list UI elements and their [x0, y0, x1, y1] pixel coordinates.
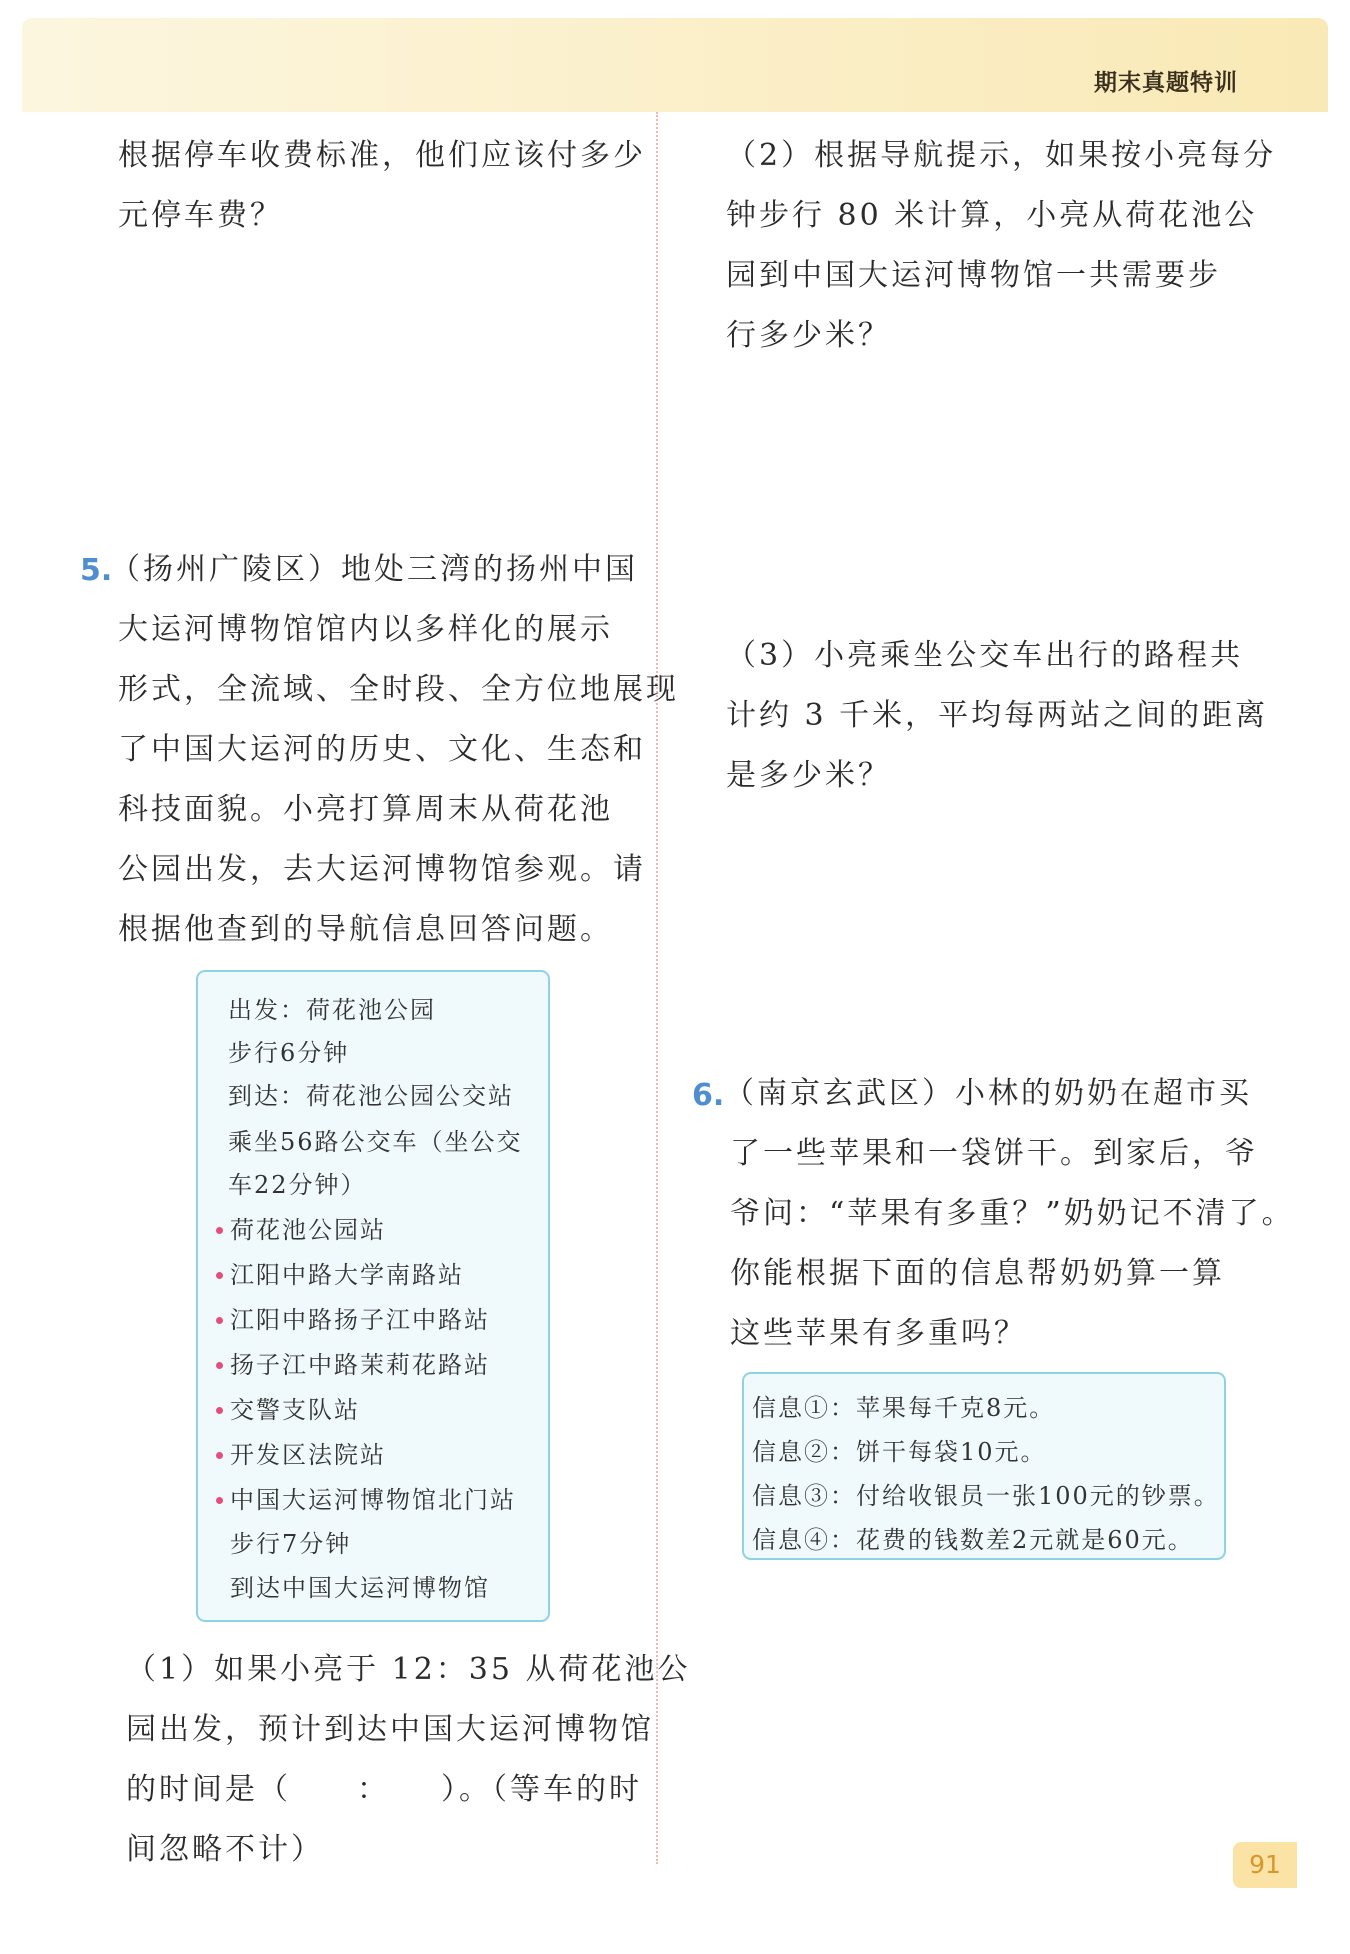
bus-stop: 开发区法院站: [230, 1441, 386, 1469]
text-line: 这些苹果有多重吗？: [730, 1316, 1027, 1351]
bus-stop: 中国大运河博物馆北门站: [230, 1486, 516, 1514]
text-line: 爷问：“苹果有多重？”奶奶记不清了。: [730, 1196, 1295, 1231]
continuation-text: [118, 126, 646, 246]
text-line: 公园出发，去大运河博物馆参观。请: [118, 852, 646, 887]
text-line: 了中国大运河的历史、文化、生态和: [118, 732, 646, 767]
nav-line: 步行7分钟: [230, 1530, 352, 1558]
text-line: 是多少米？: [726, 758, 891, 793]
nav-line: 步行6分钟: [228, 1039, 350, 1067]
column-divider: [656, 112, 658, 1864]
bus-stop: 江阳中路扬子江中路站: [230, 1306, 490, 1334]
route-dot: [216, 1317, 223, 1324]
question-6-text: [724, 1064, 1295, 1364]
text-line: 间忽略不计）: [126, 1832, 324, 1867]
text-line: 元停车费？: [118, 198, 283, 233]
route-dot: [216, 1452, 223, 1459]
text-line: 科技面貌。小亮打算周末从荷花池: [118, 792, 613, 827]
text-line: 根据他查到的导航信息回答问题。: [118, 912, 613, 947]
text-line: 你能根据下面的信息帮奶奶算一算: [730, 1256, 1225, 1291]
question-5-1: [126, 1640, 691, 1880]
text-line: 的时间是（ ： ）。（等车的时: [126, 1772, 642, 1807]
question-5-2: [726, 126, 1276, 366]
info-line: 信息③：付给收银员一张100元的钞票。: [752, 1482, 1220, 1510]
bus-stop: 扬子江中路茉莉花路站: [230, 1351, 490, 1379]
text-line: 行多少米？: [726, 318, 891, 353]
route-dot: [216, 1272, 223, 1279]
text-line: （3）小亮乘坐公交车出行的路程共: [726, 638, 1244, 673]
navigation-info-box: [196, 970, 550, 1622]
page-number: 91: [1233, 1842, 1297, 1888]
route-dot: [216, 1407, 223, 1414]
nav-line: 车22分钟）: [228, 1171, 367, 1199]
nav-line: 乘坐56路公交车（坐公交: [228, 1128, 523, 1156]
nav-line: 到达：荷花池公园公交站: [228, 1082, 514, 1110]
text-line: 大运河博物馆馆内以多样化的展示: [118, 612, 613, 647]
text-line: 钟步行 80 米计算，小亮从荷花池公: [726, 198, 1258, 233]
text-line: （扬州广陵区）地处三湾的扬州中国: [110, 552, 638, 587]
question-5-text: [110, 540, 679, 960]
question-number-6: 6.: [692, 1078, 725, 1113]
text-line: 了一些苹果和一袋饼干。到家后，爷: [730, 1136, 1258, 1171]
nav-line: 出发：荷花池公园: [228, 996, 436, 1024]
bus-stop: 江阳中路大学南路站: [230, 1261, 464, 1289]
question-5-3: [726, 626, 1268, 806]
route-dot: [216, 1362, 223, 1369]
text-line: 园出发，预计到达中国大运河博物馆: [126, 1712, 654, 1747]
info-box: [742, 1372, 1226, 1560]
text-line: 根据停车收费标准，他们应该付多少: [118, 138, 646, 173]
text-line: （南京玄武区）小林的奶奶在超市买: [724, 1076, 1252, 1111]
route-dot: [216, 1497, 223, 1504]
route-dot: [216, 1227, 223, 1234]
text-line: （2）根据导航提示，如果按小亮每分: [726, 138, 1277, 173]
info-line: 信息①：苹果每千克8元。: [752, 1394, 1056, 1422]
text-line: 园到中国大运河博物馆一共需要步: [726, 258, 1221, 293]
bus-stop: 交警支队站: [230, 1396, 360, 1424]
section-title: 期末真题特训: [1094, 70, 1238, 96]
bus-stop: 荷花池公园站: [230, 1216, 386, 1244]
text-line: （1）如果小亮于 12：35 从荷花池公: [126, 1652, 691, 1687]
text-line: 计约 3 千米，平均每两站之间的距离: [726, 698, 1269, 733]
nav-line: 到达中国大运河博物馆: [230, 1574, 490, 1602]
text-line: 形式，全流域、全时段、全方位地展现: [118, 672, 679, 707]
info-line: 信息②：饼干每袋10元。: [752, 1438, 1047, 1466]
info-line: 信息④：花费的钱数差2元就是60元。: [752, 1526, 1194, 1554]
question-number-5: 5.: [80, 553, 113, 588]
